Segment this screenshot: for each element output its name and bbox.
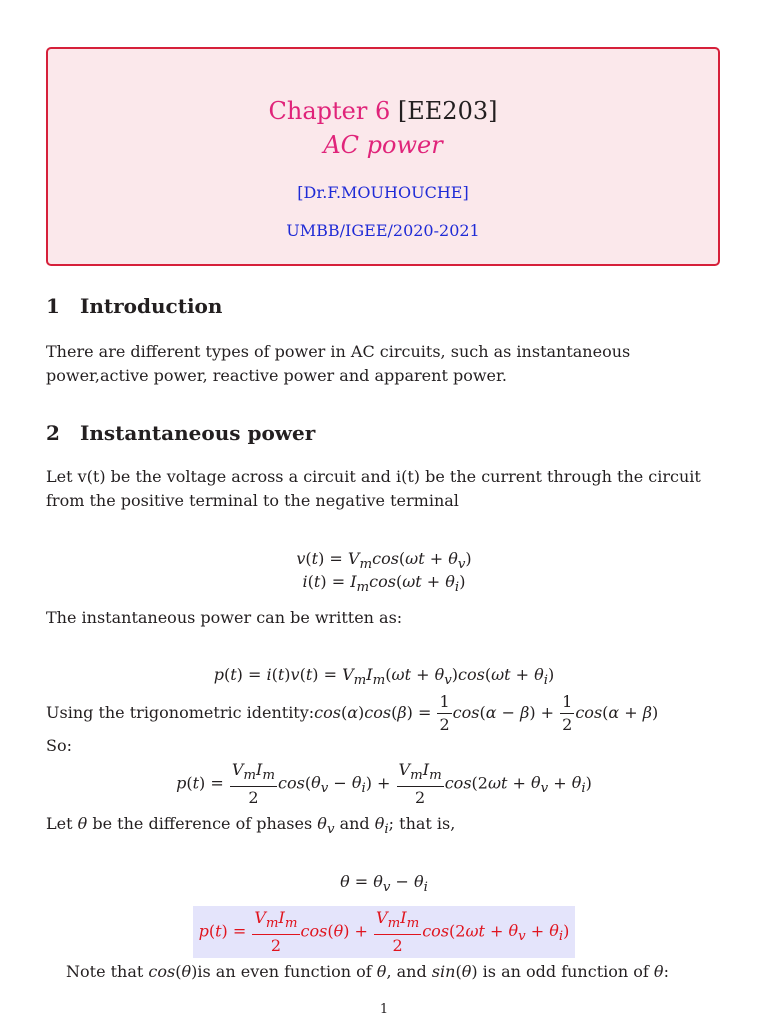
note-end-text: :	[663, 962, 669, 981]
power-lead-paragraph: The instantaneous power can be written as:	[46, 608, 403, 627]
theta-equation: $\theta = \theta_v - \theta_i$	[340, 872, 428, 896]
title-box	[46, 47, 720, 266]
power-product-equation: $p(t) = i(t)v(t) = V_mI_m(\omega t + \theta_v)\cos(\omega t + \theta_i)$	[213, 665, 555, 689]
section-title: Instantaneous power	[80, 421, 316, 445]
theta-end-text: ; that is,	[388, 814, 456, 833]
fraction: $\frac{V_mI_m}{2}$	[398, 760, 442, 807]
final-power-equation	[0, 906, 768, 958]
institution-line: UMBB/IGEE/2020-2021	[286, 221, 480, 240]
highlighted-equation: p(t) = $\frac{V_mI_m}{2}$ cos(θ) + $\frac{V_mI_m}{2}$ $\cos(2\omega t + \theta_v + \theta_i)$	[193, 906, 576, 958]
chapter-title	[48, 97, 718, 125]
identity-lead-text: Using the trigonometric identity:	[46, 703, 315, 722]
chapter-subtitle: AC power	[323, 131, 443, 159]
section-title: Introduction	[80, 294, 223, 318]
voltage-equation: $v(t) = V_m\cos(\omega t + \theta_v)$	[296, 549, 472, 573]
theta-and-text: and	[339, 814, 370, 833]
note-lead-text: Note that	[66, 962, 144, 981]
intro-paragraph: There are different types of power in AC circuits, such as instantaneous power,active power, reactive power and apparent power.	[46, 342, 631, 385]
fraction: $\frac{V_mI_m}{2}$	[376, 908, 420, 955]
theta-definition-line: Let θ be the difference of phases $\theta_v$ and $\theta_i$; that is,	[46, 814, 456, 838]
fraction: $\frac{V_mI_m}{2}$	[254, 908, 298, 955]
section-heading-introduction	[46, 294, 222, 318]
author-name: [Dr.F.MOUHOUCHE]	[297, 183, 469, 202]
power-expanded-equation: p(t) = $\frac{V_mI_m}{2}$ $\cos(\theta_v - \theta_i)$ + $\frac{V_mI_m}{2}$ $\cos(2\omega t + \theta_v + \theta_i)$	[176, 760, 592, 807]
note-line: Note that cos(θ)is an even function of θ, and sin(θ) is an odd function of θ:	[66, 962, 669, 981]
section-number: 2	[46, 421, 60, 445]
theta-lead-text: Let	[46, 814, 73, 833]
note-and-text: , and	[386, 962, 427, 981]
chapter-label: Chapter 6	[268, 97, 391, 125]
course-code: [EE203]	[397, 97, 498, 125]
note-mid-text: is an even function of	[197, 962, 372, 981]
instantaneous-intro-paragraph: Let v(t) be the voltage across a circuit and i(t) be the current through the circuit from the positive terminal to the negative terminal	[46, 467, 701, 510]
current-equation: $i(t) = I_m\cos(\omega t + \theta_i)$	[302, 572, 466, 596]
fraction: $\frac{1}{2}$	[562, 692, 573, 734]
section-number: 1	[46, 294, 60, 318]
page-number: 1	[379, 1002, 389, 1017]
so-text: So:	[46, 736, 72, 755]
trig-identity-line: Using the trigonometric identity:cos(α)cos(β) = $\frac{1}{2}$ cos(α − β) + $\frac{1}{2}$ cos(α + β)	[46, 692, 659, 734]
section-heading-instantaneous-power	[46, 421, 315, 445]
theta-mid-text: be the difference of phases	[92, 814, 313, 833]
note-mid2-text: is an odd function of	[482, 962, 649, 981]
fraction: $\frac{1}{2}$	[439, 692, 450, 734]
fraction: $\frac{V_mI_m}{2}$	[231, 760, 275, 807]
